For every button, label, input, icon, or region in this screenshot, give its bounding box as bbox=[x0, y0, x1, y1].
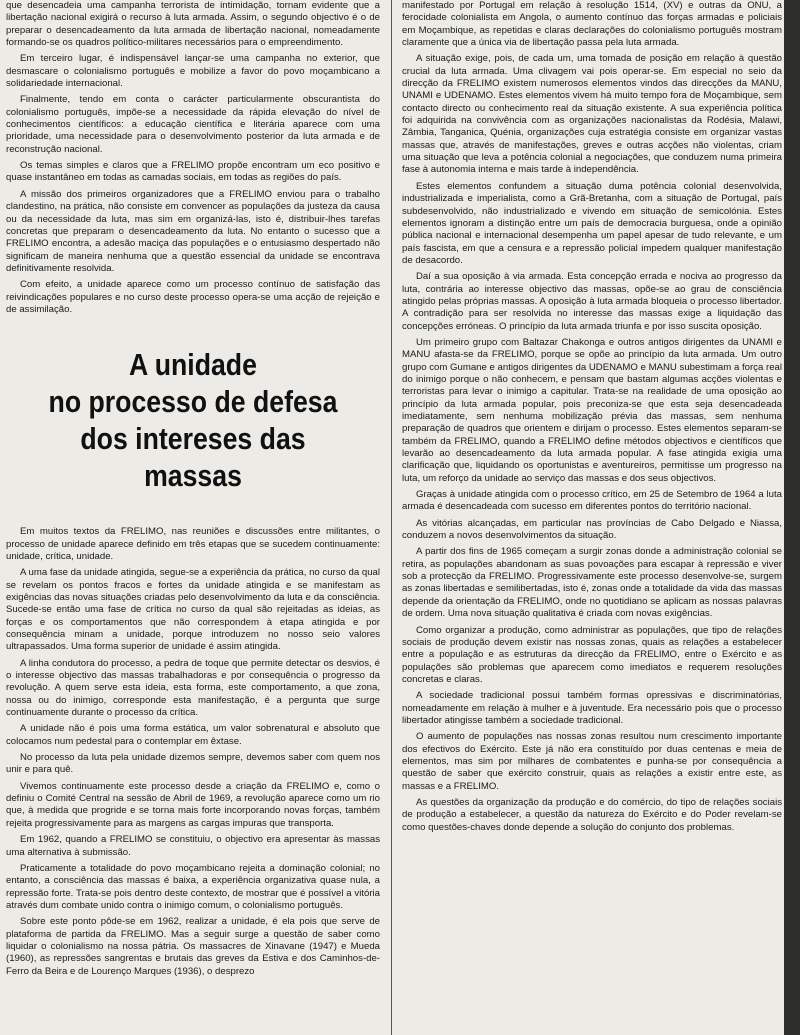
left-column-top-text bbox=[6, 0, 380, 316]
left-column-bottom-text bbox=[6, 526, 380, 978]
paragraph: Sobre este ponto pôde-se em 1962, realizar a unidade, é ela pois que serve de plataforma de partida da FRELIMO. Mas a seguir surge a questão de saber como liquidar o colonialismo na nossa pátria. Os massacres de Xinavane (1947) e Mueda (1960), as repressões sangrentas e brutais das greves da Estiva e dos Caminhos-de-Ferro da Beira e de Lourenço Marques (1936), o desprezo bbox=[6, 916, 380, 977]
paragraph: Em 1962, quando a FRELIMO se constituiu, o objectivo era apresentar às massas uma alternativa à submissão. bbox=[6, 834, 380, 858]
headline-line-2: no processo de defesa bbox=[48, 384, 338, 420]
paragraph: Graças à unidade atingida com o processo crítico, em 25 de Setembro de 1964 a luta armada é desencadeada com sucesso em diferentes pontos do território nacional. bbox=[402, 489, 782, 513]
paragraph: Os temas simples e claros que a FRELIMO propõe encontram um eco positivo e quase instantâneo em todas as camadas sociais, em todas as regiões do país. bbox=[6, 160, 380, 184]
paragraph: Finalmente, tendo em conta o carácter particularmente obscurantista do colonialismo português, impõe-se a necessidade da rápida elevação do nível de conhecimentos científicos: a educação científica e literária aparece com uma prioridade, uma necessidade para o desenvolvimento posterior da luta armada e de reconstrução nacional. bbox=[6, 94, 380, 155]
paragraph: A missão dos primeiros organizadores que a FRELIMO enviou para o trabalho clandestino, na prática, não consiste em convencer as populações da justeza da causa ou da necessidade da luta, mas sim em organizá-las, isto é, distribuir-lhes tarefas concretas que preparam o desencadeamento da luta. No entanto o sucesso que a FRELIMO encontra, a adesão maciça das populações e o entusiasmo despertado não significam de maneira nenhuma que a questão essencial da unidade se encontrava definitivamente resolvida. bbox=[6, 188, 380, 274]
headline-line-1: A unidade bbox=[129, 347, 257, 383]
paragraph: Com efeito, a unidade aparece como um processo contínuo de satisfação das reivindicações populares e no curso deste processo opera-se uma acção de rejeição e de assimilação. bbox=[6, 279, 380, 315]
paragraph: A sociedade tradicional possui também formas opressivas e discriminatórias, nomeadamente em relação à mulher e à juventude. Era necessário pois que o processo libertador atingisse também a sociedade tradicional. bbox=[402, 690, 782, 726]
paragraph: Como organizar a produção, como administrar as populações, que tipo de relações sociais de produção devem existir nas nossas zonas, quais as relações a estabelecer entre a população e as estruturas da direcção da FRELIMO, entre o Exército e as populações são problemas que aparecem como imediatos e requerem resoluções concretas e claras. bbox=[402, 624, 782, 685]
headline-line-3: dos intereses das massas bbox=[80, 421, 306, 494]
paragraph: As questões da organização da produção e do comércio, do tipo de relações sociais de produção a estabelecer, a questão da natureza do Exército e do Poder revelam-se como questões-chaves donde depende a solução do conjunto dos problemas. bbox=[402, 796, 782, 833]
paragraph: Em muitos textos da FRELIMO, nas reuniões e discussões entre militantes, o processo de unidade aparece definido em três etapas que se sucedem continuamente: unidade, crítica, unidade. bbox=[6, 526, 380, 562]
paragraph: Um primeiro grupo com Baltazar Chakonga e outros antigos dirigentes da UNAMI e MANU afasta-se da FRELIMO, porque se opõe ao princípio da luta armada. Um outro grupo com Gumane e antigos dirigentes da UDENAMO e MANU subestimam a força real do inimigo porque o não conhecem, e pensam que bastam algumas acções violentas e terroristas para levar o inimigo a capitular. Trata-se na realidade de uma oposição ao princípio da luta armada popular, pois preconiza-se que esta seja desencadeada imediatamente, sem nenhuma mobilização prévia das massas, sem nenhuma preparação de quadros que orientem e dirijam o processo. Estes elementos separam-se também da FRELIMO, quando a FRELIMO define métodos objectivos e científicos que levarão ao desencadeamento da luta armada popular. A fase atingida exigia uma clarificação que, liquidando os oportunistas e aventureiros, permitisse um progresso na luta, um reforço da unidade ao serviço das massas e dos seus objectivos. bbox=[402, 336, 782, 484]
paragraph: Estes elementos confundem a situação duma potência colonial desenvolvida, industrializada e imperialista, como a Grã-Bretanha, com a situação de Portugal, país subdesenvolvido, não industrializado e vivendo em situação de semicolónia. Estes elementos ignoram a distinção entre um país de democracia burguesa, onde a opinião pública nacional e internacional desempenha um papel apesar de tudo relevante, e um país fascista, em que a censura e a repressão policial impedem qualquer manifestação de desacordo. bbox=[402, 180, 782, 266]
paragraph: A unidade não é pois uma forma estática, um valor sobrenatural e absoluto que colocamos num pedestal para o contemplar em êxtase. bbox=[6, 723, 380, 747]
right-column bbox=[402, 0, 782, 1035]
paragraph: A linha condutora do processo, a pedra de toque que permite detectar os desvios, é o interesse objectivo das massas trabalhadoras e por consequência o progresso da revolução. A quem serve esta ideia, esta forma, este comportamento, a que zona, nossa ou do inimigo, corresponde esta manifestação, é a pergunta que surge continuamente durante o processo da crítica. bbox=[6, 657, 380, 719]
paragraph: O aumento de populações nas nossas zonas resultou num crescimento importante dos efectivos do Exército. Este já não era constituído por duas centenas e meia de elementos, mas sim por milhares de combatentes e punha-se por consequência a questão de saber que exército construir, quais as relações a existir entre este, as massas e a FRELIMO. bbox=[402, 731, 782, 792]
paragraph: A situação exige, pois, de cada um, uma tomada de posição em relação à questão crucial da luta armada. Uma clivagem vai pois operar-se. Em especial no seio da direcção da FRELIMO existem numerosos elementos vindos das direcções da MANU, UNAMI e UDENAMO. Estes elementos vivem há muito tempo fora de Moçambique, sem contacto directo ou conhecimento real da situação existente. A sua experiência política foi adquirida na convivência com as organizações nacionalistas da Rodésia, Malawi, Zâmbia, Tanganica, Quénia, organizações cuja estratégia consiste em organizar vastas massas que, através de manifestações, greves e outras acções não violentas, criam uma situação que leva a potência colonial a negociações, que conduzem numa primeira fase à autonomia interna e mais tarde à independência. bbox=[402, 53, 782, 176]
paragraph: Vivemos continuamente este processo desde a criação da FRELIMO e, como o definiu o Comité Central na sessão de Abril de 1969, a revolução aparece como um rio que, à medida que progride e se torna mais forte incorporando novas forças, também rejeita progressivamente para as margens as cargas impuras que transporta. bbox=[6, 780, 380, 829]
article-headline bbox=[32, 346, 354, 494]
left-column bbox=[6, 0, 380, 1035]
paragraph: A partir dos fins de 1965 começam a surgir zonas donde a administração colonial se retira, as populações abandonam as suas povoações para escapar à repressão e viver sob a protecção da FRELIMO. Progressivamente este processo desenvolve-se, surgem as zonas libertadas e semilibertadas, isto é, zonas onde a totalidade da vida das massas depende da orientação da FRELIMO, onde no quotidiano se aplicam as nossas palavras de ordem. Uma nova situação qualitativa é criada com novas exigências. bbox=[402, 546, 782, 620]
paragraph: No processo da luta pela unidade dizemos sempre, devemos saber com quem nos unir e para quê. bbox=[6, 752, 380, 776]
paragraph: A uma fase da unidade atingida, segue-se a experiência da prática, no curso da qual se revelam os pontos fracos e fortes da unidade atingida e se manifestam as exigências das novas situações criadas pelo desenvolvimento da luta e da consciência. Sucede-se então uma fase de crítica no curso da qual são rejeitadas as ideias, as forças e os comportamentos que não correspondem à etapa atingida e por consequência minam a unidade, porque introduzem no nosso seio valores ultrapassados. Uma forma superior de unidade é assim atingida. bbox=[6, 567, 380, 653]
paragraph: Em terceiro lugar, é indispensável lançar-se uma campanha no exterior, que desmascare o colonialismo português e mobilize a favor do povo moçambicano a solidariedade internacional. bbox=[6, 53, 380, 90]
paragraph: As vitórias alcançadas, em particular nas províncias de Cabo Delgado e Niassa, conduzem a novos desenvolvimentos da situação. bbox=[402, 517, 782, 542]
paragraph: Praticamente a totalidade do povo moçambicano rejeita a dominação colonial; no entanto, a consciência das massas é baixa, a experiência organizativa quase nula, a repressão forte. Trata-se pois dentro deste contexto, de mostrar que é possível a vitória através dum combate unido contra o inimigo comum, o colonialismo português. bbox=[6, 862, 380, 911]
column-divider bbox=[391, 0, 392, 1035]
paragraph: Daí a sua oposição à via armada. Esta concepção errada e nociva ao progresso da luta, contrária ao interesse objectivo das massas, opõe-se ao grau de consciência atingido pelas próprias massas. A oposição à luta armada bloqueia o processo libertador. A contradição para ser resolvida no interesse das massas exige a liquidação das concepções erróneas. O princípio da luta armada triunfa e por isso suscita oposição. bbox=[402, 271, 782, 332]
page-edge-shadow bbox=[784, 0, 800, 1035]
paragraph: manifestado por Portugal em relação à resolução 1514, (XV) e outras da ONU, a ferocidade colonialista em Angola, o aumento contínuo das forças armadas e policiais em Moçambique, as repetidas e claras declarações do colonialismo português mostram claramente que a única via de libertação passa pela luta armada. bbox=[402, 0, 782, 49]
paragraph: que desencadeia uma campanha terrorista de intimidação, tornam evidente que a libertação nacional exigirá o recurso à luta armada. Assim, o segundo objectivo é o de preparar o desencadeamento da luta armada de libertação nacional, nomeadamente formando-se os quadros político-militares necessários para o empreendimento. bbox=[6, 0, 380, 49]
